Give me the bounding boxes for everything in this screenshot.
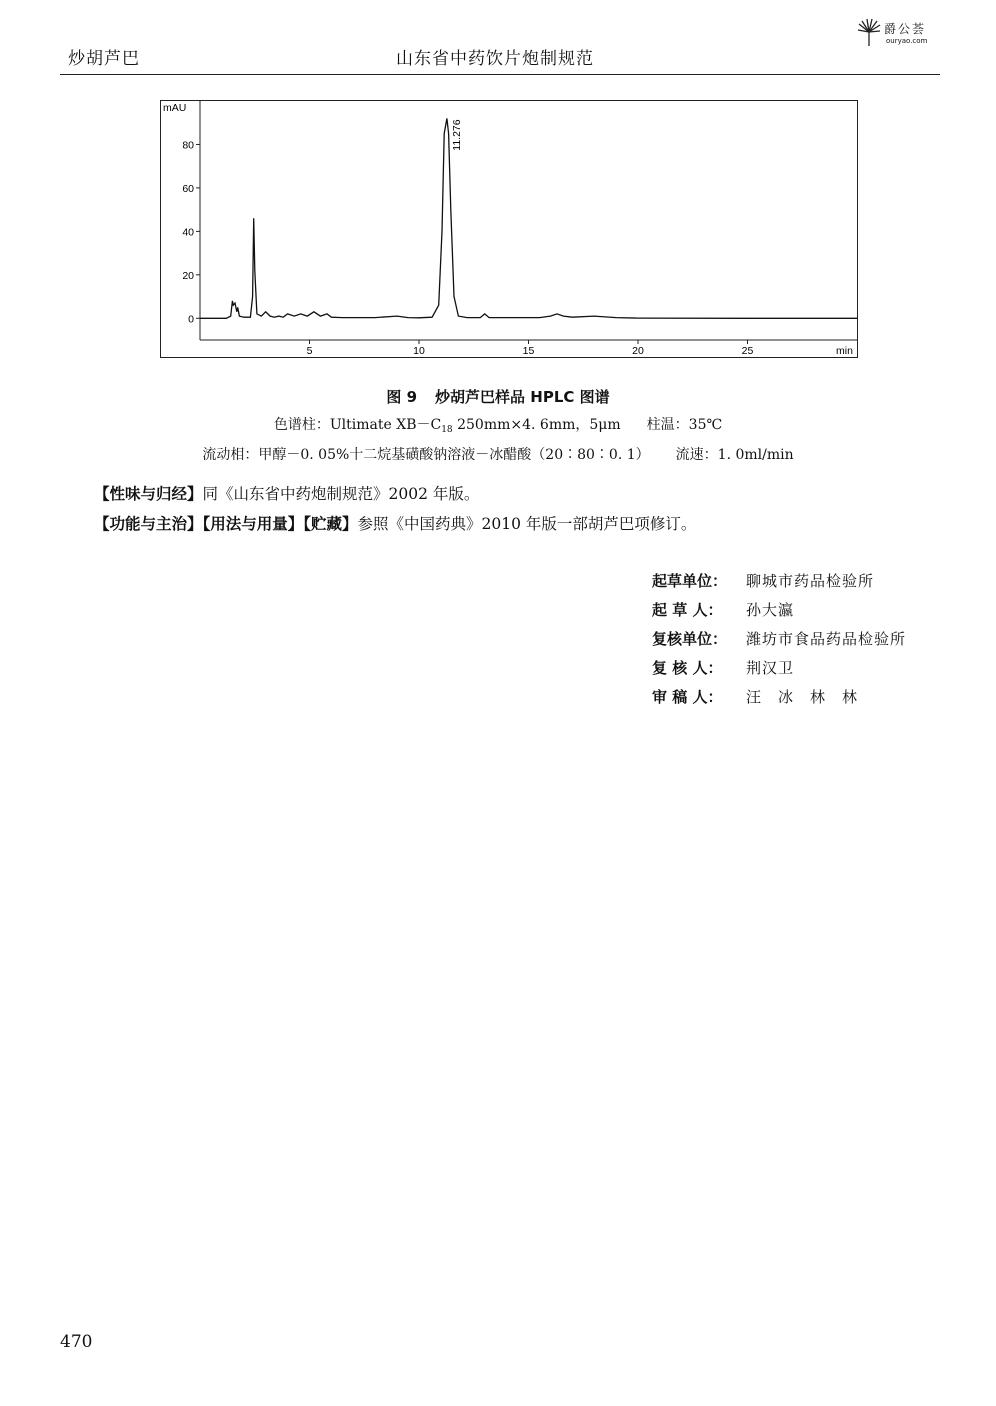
- y-tick-label: 60: [182, 182, 194, 195]
- page-number: 470: [60, 1332, 93, 1352]
- paragraph-text: 参照《中国药典》2010 年版一部胡芦巴项修订。: [357, 515, 697, 533]
- y-tick-label: 0: [188, 313, 194, 326]
- paragraph-text: 同《山东省中药炮制规范》2002 年版。: [202, 485, 480, 503]
- credit-value: 潍坊市食品药品检验所: [746, 630, 907, 648]
- chart-frame: [161, 101, 858, 358]
- section-heading-nature: 【性味与归经】: [94, 485, 203, 503]
- palm-leaf-icon: [856, 18, 882, 48]
- header-rule: [60, 74, 940, 75]
- section-heading-function: 【功能与主治】【用法与用量】【贮藏】: [94, 515, 358, 533]
- hplc-chromatogram: [160, 100, 860, 366]
- credit-value: 汪 冰 林 林: [746, 688, 859, 706]
- flow-rate: 流速：1. 0ml/min: [675, 447, 794, 463]
- credit-label: 复 核 人：: [652, 659, 723, 677]
- column-temperature: 柱温：35℃: [646, 417, 723, 433]
- paragraph-nature-meridian: [94, 482, 479, 504]
- x-tick-label: 10: [413, 345, 425, 357]
- credit-row: [652, 570, 874, 591]
- column-spec-subscript: 18: [441, 425, 453, 435]
- mobile-phase: 流动相：甲醇－0. 05%十二烷基磺酸钠溶液－冰醋酸（20∶80∶0. 1）: [202, 447, 650, 463]
- credit-label: 起 草 人：: [652, 601, 723, 619]
- column-spec: 色谱柱：Ultimate XB－C: [273, 417, 442, 433]
- logo-name: 爵公荟: [884, 22, 927, 36]
- chromatogram-svg: [160, 100, 860, 362]
- figure-title: 炒胡芦巴样品 HPLC 图谱: [435, 388, 610, 406]
- chromatogram-trace: [200, 118, 857, 318]
- x-tick-label: 5: [306, 345, 313, 357]
- credit-value: 聊城市药品检验所: [746, 572, 875, 590]
- credit-label: 审 稿 人：: [652, 688, 723, 706]
- credit-label: 起草单位：: [652, 572, 728, 590]
- y-tick-label: 80: [182, 139, 194, 152]
- column-spec-rest: 250mm×4. 6mm，5μm: [452, 417, 621, 433]
- credit-label: 复核单位：: [652, 630, 728, 648]
- y-axis-unit: mAU: [163, 102, 187, 114]
- figure-number: 图 9: [386, 388, 418, 406]
- credit-row: [652, 599, 794, 620]
- credit-row: [652, 628, 906, 649]
- x-axis-unit: min: [836, 345, 853, 357]
- paragraph-function-usage: [94, 512, 696, 534]
- logo-url: ouryao.com: [886, 37, 928, 45]
- x-tick-label: 15: [522, 345, 535, 357]
- x-tick-label: 25: [741, 345, 754, 357]
- peak-retention-label: 11.276: [450, 119, 463, 151]
- running-header-left: 炒胡芦巴: [68, 49, 140, 69]
- chromatography-conditions-line1: [0, 414, 996, 435]
- running-header-title: 山东省中药饮片炮制规范: [396, 49, 594, 69]
- y-tick-label: 40: [182, 226, 194, 239]
- x-tick-label: 20: [632, 345, 644, 357]
- y-tick-label: 20: [182, 269, 194, 282]
- chromatography-conditions-line2: [0, 444, 996, 464]
- publisher-logo: [856, 18, 940, 52]
- credit-value: 孙大瀛: [746, 601, 795, 619]
- figure-caption: [0, 386, 996, 407]
- credit-row: [652, 686, 858, 707]
- credit-row: [652, 657, 794, 678]
- credit-value: 荆汉卫: [746, 659, 795, 677]
